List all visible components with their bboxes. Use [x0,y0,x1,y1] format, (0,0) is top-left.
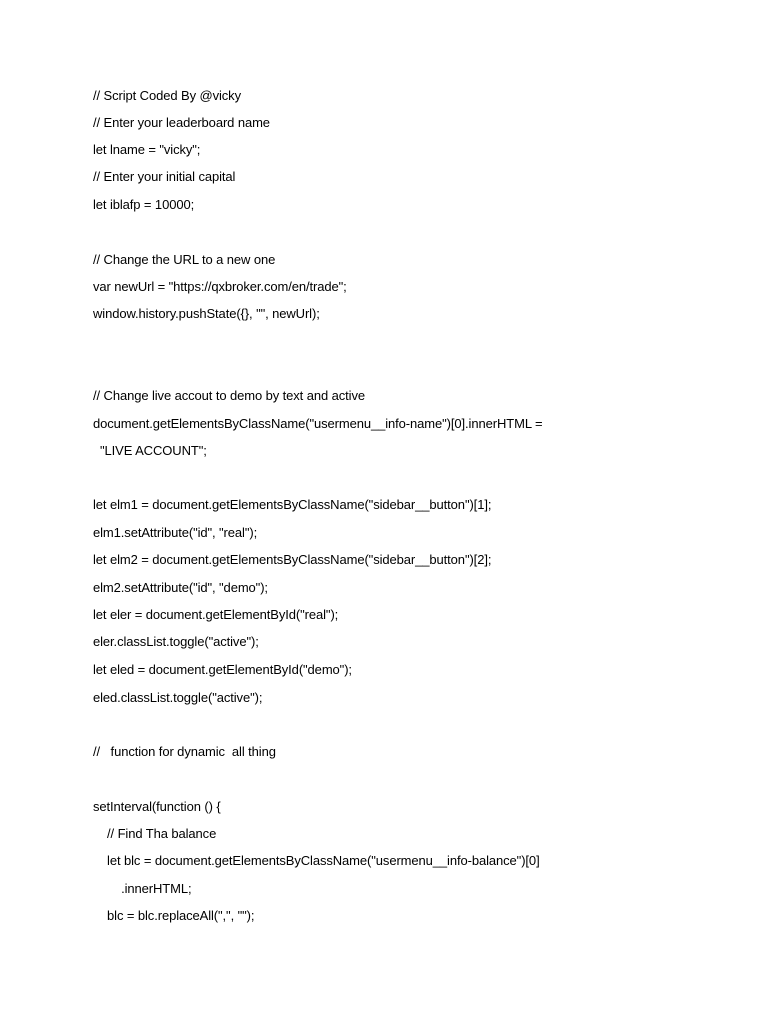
code-line: "LIVE ACCOUNT"; [93,443,207,458]
code-line: blc = blc.replaceAll(",", ""); [93,908,255,923]
code-line: let blc = document.getElementsByClassName("usermenu__info-balance")[0] [93,853,540,868]
code-line: // Change the URL to a new one [93,252,276,267]
code-line: // Enter your initial capital [93,169,236,184]
code-line: // Script Coded By @vicky [93,88,241,103]
code-line: var newUrl = "https://qxbroker.com/en/trade"; [93,279,347,294]
code-line: let iblafp = 10000; [93,197,195,212]
code-line: // function for dynamic all thing [93,744,276,759]
code-line: elm1.setAttribute("id", "real"); [93,525,258,540]
code-line: let lname = "vicky"; [93,142,201,157]
code-line: // Enter your leaderboard name [93,115,270,130]
code-line: eled.classList.toggle("active"); [93,690,263,705]
code-line: // Change live accout to demo by text and active [93,388,365,403]
code-line: setInterval(function () { [93,799,221,814]
code-line: let eler = document.getElementById("real"); [93,607,339,622]
code-line: .innerHTML; [93,881,192,896]
code-line: let elm1 = document.getElementsByClassName("sidebar__button")[1]; [93,497,492,512]
code-line: document.getElementsByClassName("usermenu__info-name")[0].innerHTML = [93,416,543,431]
code-line: window.history.pushState({}, "", newUrl); [93,306,320,321]
code-line: eler.classList.toggle("active"); [93,634,259,649]
code-line: let eled = document.getElementById("demo"); [93,662,352,677]
code-line: // Find Tha balance [93,826,217,841]
code-line: let elm2 = document.getElementsByClassName("sidebar__button")[2]; [93,552,492,567]
code-line: elm2.setAttribute("id", "demo"); [93,580,268,595]
